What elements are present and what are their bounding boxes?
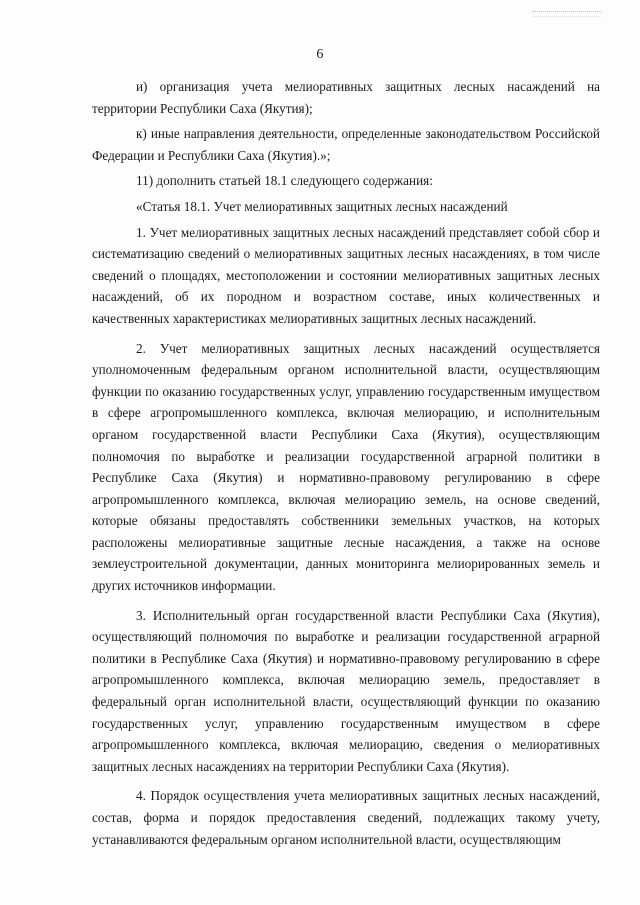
paragraph-point-4: 4. Порядок осуществления учета мелиоративных защитных лесных насаждений, состав, форма и порядок предоставления сведений, подлежащих такому учету, устанавливаются федеральным органом исполнительной власти, осуществляющим [92,788,600,847]
paragraph-point-1: 1. Учет мелиоративных защитных лесных насаждений представляет собой сбор и систематизацию сведений о мелиоративных защитных лесных насаждениях, в том числе сведений о площадях, местоположении и состоянии мелиоративных защитных лесных насаждений, об их породном и возрастном составе, иных количественных и качественных характеристиках мелиоративных защитных лесных насаждений. [92,224,600,326]
paragraph-point-2: 2. Учет мелиоративных защитных лесных насаждений осуществляется уполномоченным федеральным органом исполнительной власти, осуществляющим функции по оказанию государственных услуг, управлению государственным имуществом в сфере агропромышленного комплекса, включая мелиорацию, и исполнительным органом государственной власти Республики Саха (Якутия), осуществляющим полномочия по выработке и реализации государственной аграрной политики в Республике Саха (Якутия) и нормативно-правовому регулированию в сфере агропромышленного комплекса, включая мелиорацию земель, на основе сведений, которые обязаны предоставлять собственники земельных участков, на которых расположены мелиоративные защитные лесные насаждения, а также на основе землеустроительной документации, данных мониторинга мелиорированных земель и других источников информации. [92,340,600,594]
scan-artifact [532,11,602,17]
page-number: 6 [316,47,324,62]
paragraph-point-3: 3. Исполнительный орган государственной власти Республики Саха (Якутия), осуществляющий полномочия по выработке и реализации государственной аграрной политики в Республике Саха (Якутия) и нормативно-правовому регулированию в сфере агропромышленного комплекса, включая мелиорацию земель, предоставляет в федеральный орган исполнительной власти, осуществляющий функции по оказанию государственных услуг, управлению государственным имуществом в сфере агропромышленного комплекса, включая мелиорацию, сведения о мелиоративных защитных лесных насаждениях на территории Республики Саха (Якутия). [92,607,600,774]
paragraph-item-i: и) организация учета мелиоративных защитных лесных насаждений на территории Республики Саха (Якутия); [92,79,600,116]
document-body [92,76,600,855]
paragraph-item-k: к) иные направления деятельности, определенные законодательством Российской Федерации и Республики Саха (Якутия).»; [92,126,600,163]
paragraph-item-11: 11) дополнить статьей 18.1 следующего содержания: [136,173,433,189]
article-heading: «Статья 18.1. Учет мелиоративных защитных лесных насаждений [136,198,508,214]
